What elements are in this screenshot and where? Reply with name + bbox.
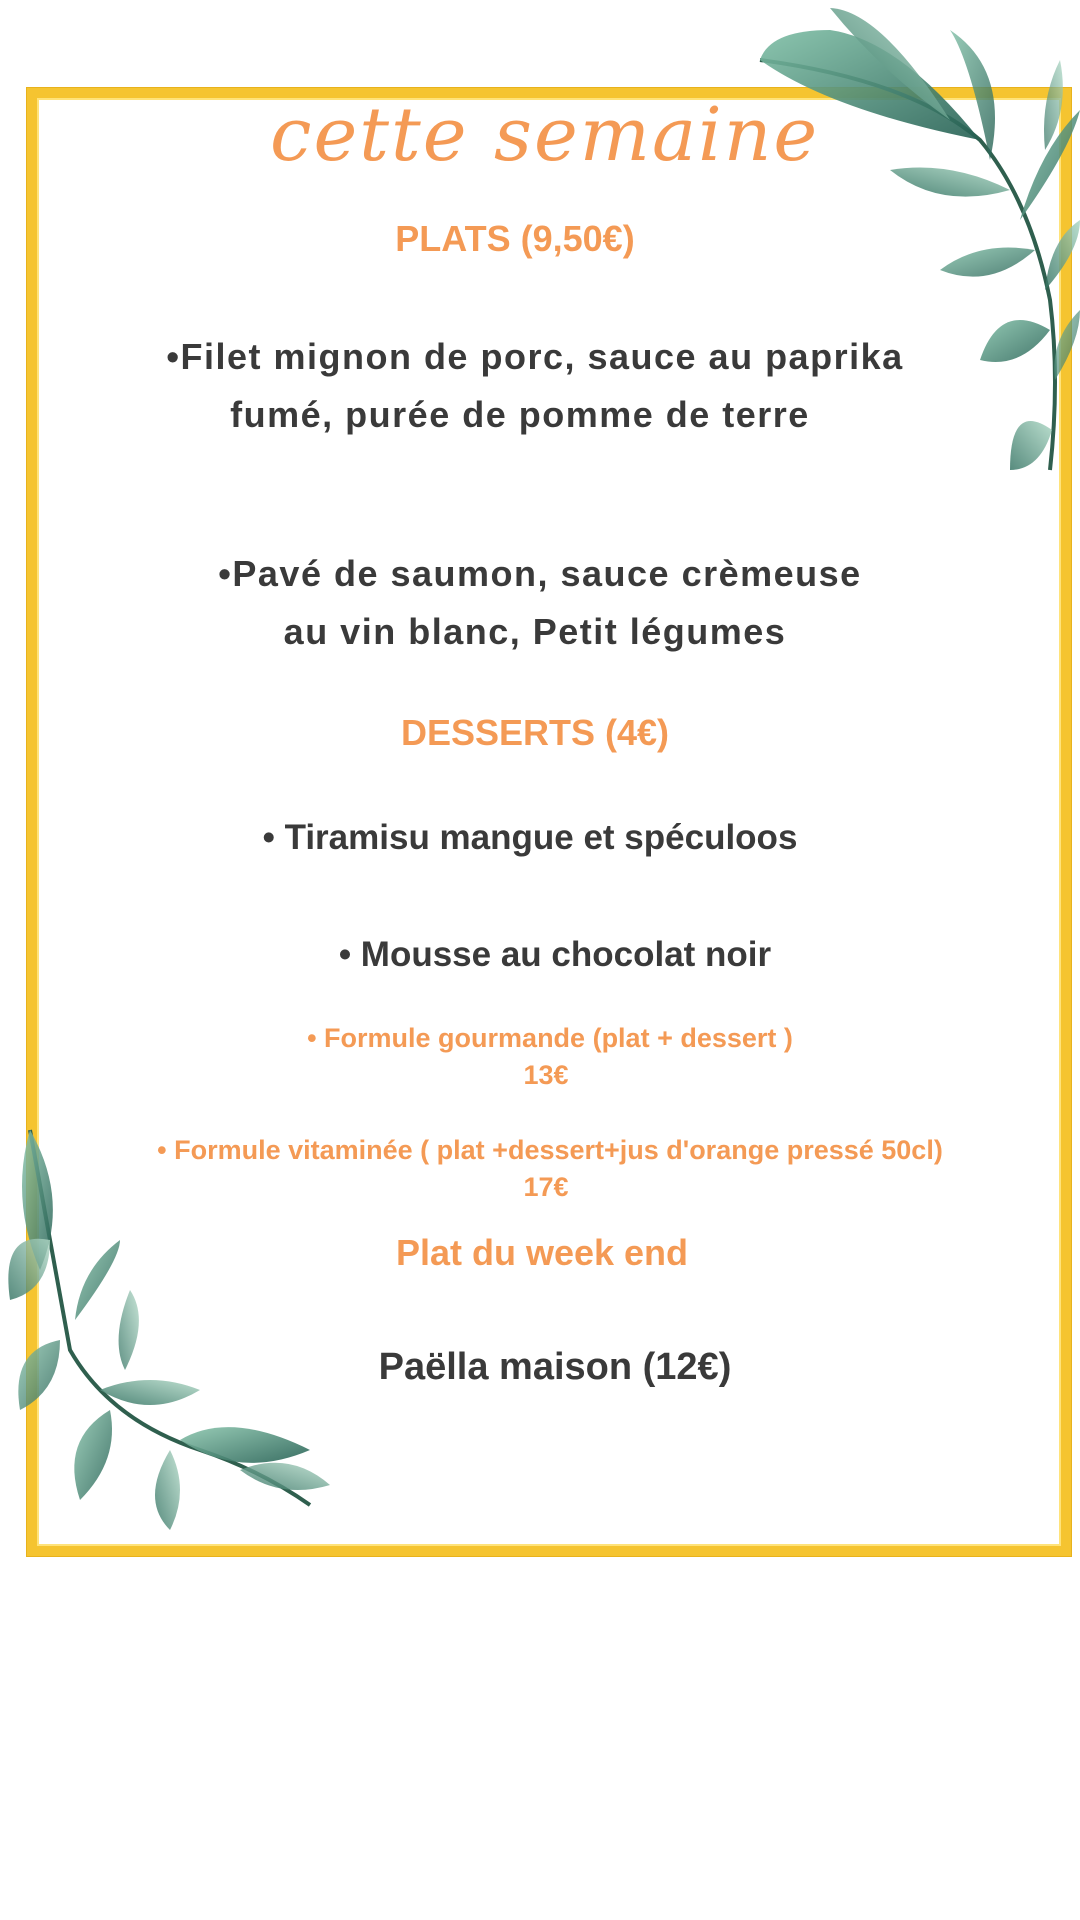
- plat-2-line-2: au vin blanc, Petit légumes: [283, 611, 787, 652]
- weekend-dish: Paëlla maison (12€): [378, 1346, 732, 1388]
- formule-vitaminee-label: • Formule vitaminée ( plat +dessert+jus d'orange pressé 50cl): [157, 1135, 943, 1165]
- desserts-heading: DESSERTS (4€): [400, 712, 670, 753]
- plat-2-line-1: •Pavé de saumon, sauce crèmeuse: [218, 553, 862, 594]
- formule-gourmande-price: 13€: [523, 1060, 569, 1090]
- dessert-1: • Tiramisu mangue et spéculoos: [262, 818, 798, 857]
- formule-gourmande-label: • Formule gourmande (plat + dessert ): [307, 1023, 793, 1053]
- menu-title: cette semaine: [270, 92, 820, 178]
- plats-heading: PLATS (9,50€): [395, 218, 635, 259]
- formule-vitaminee-price: 17€: [523, 1172, 569, 1202]
- plat-1-line-1: •Filet mignon de porc, sauce au paprika: [166, 336, 904, 377]
- weekend-heading: Plat du week end: [395, 1232, 689, 1273]
- plat-1-line-2: fumé, purée de pomme de terre: [230, 394, 810, 435]
- dessert-2: • Mousse au chocolat noir: [338, 935, 772, 974]
